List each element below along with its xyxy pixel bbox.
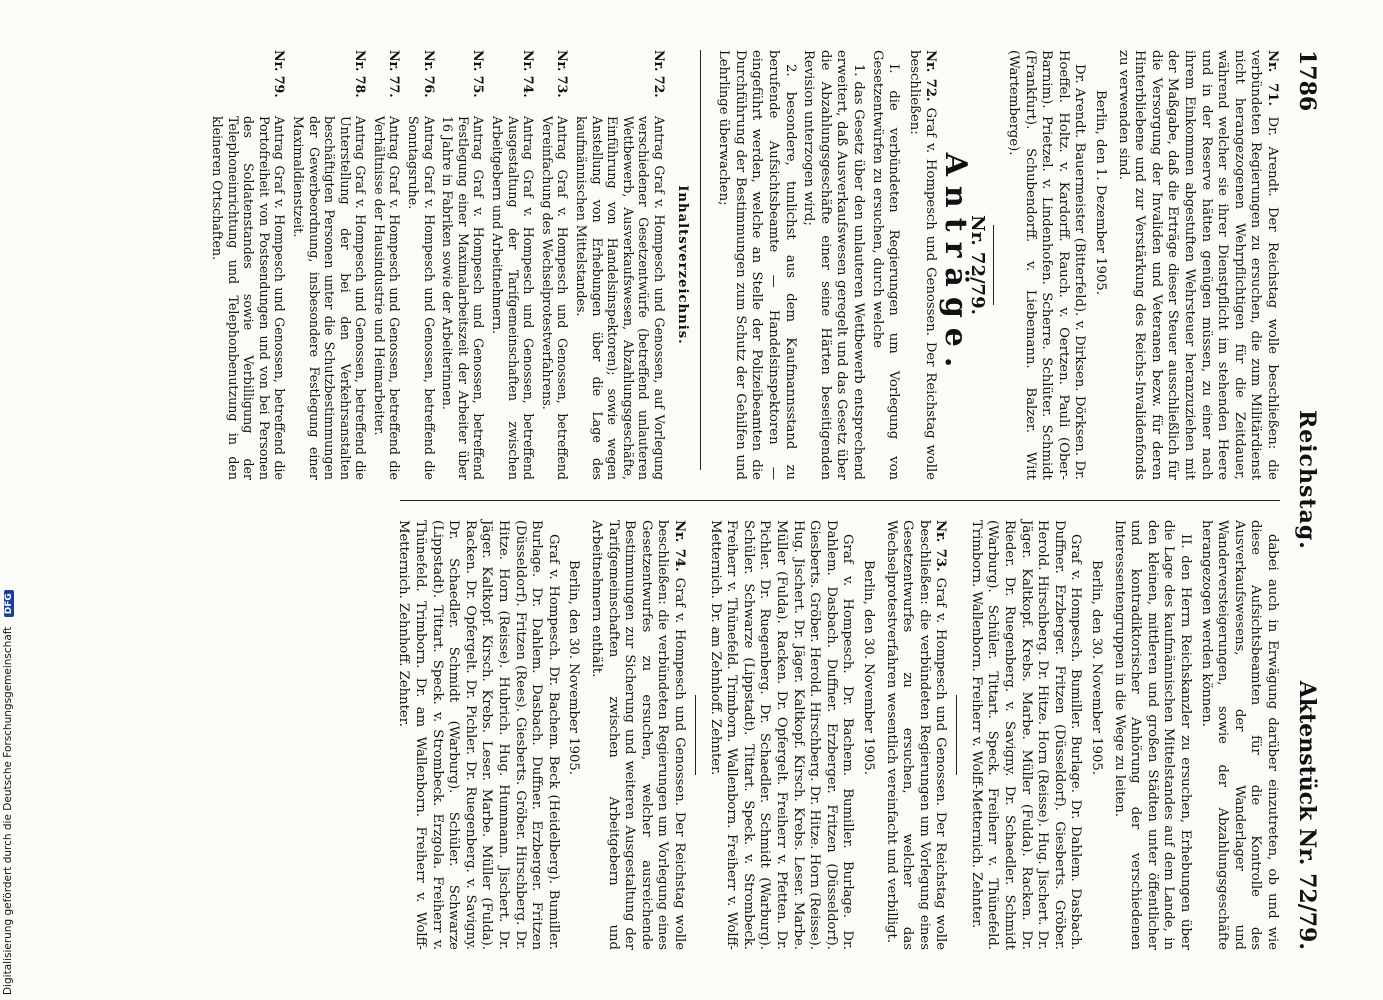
nr72-number: Nr. 72.: [923, 50, 939, 102]
toc-entry-text: Antrag Graf v. Hompesch und Genossen, betreffend die Sonntagsruhe.: [406, 116, 437, 480]
nr74-date: Berlin, den 30. November 1905.: [566, 560, 582, 775]
toc-entry-number: Nr. 79.: [272, 50, 288, 98]
rotated-page: [70, 50, 1320, 950]
toc-entry-text: Antrag Graf v. Hompesch und Genossen, betreffend Vereinfachung des Wechselprotestverfahrens.: [539, 116, 571, 480]
toc-entry-text: Antrag Graf v. Hompesch und Genossen, betreffend Festlegung einer Maximalarbeitszeit der Arbeiter über 16 Jahre in Fabriken sowie der Arbeiterinnen.: [440, 116, 487, 480]
nr74-paragraph: [587, 520, 687, 950]
nr72-signatures: Graf v. Hompesch. Bumiller. Burlage. Dr. Dahlem. Dasbach. Duffner. Erzberger. Fritzen (Düsseldorf). Giesberts. Gröber. Herold. Hirschberg. Dr. Hitze. Horn (Reisse). Hug. Jischert. Dr. Jäger. Kaltkopf. Krebs. Marbe. Müller (Fulda). Racken. Dr. Rieder. Dr. Ruegenberg. v. Savigny. Dr. Schaedler. Schmidt (Warburg). Schüler. Tittart. Speck. Freiherr v. Thünefeld. Trimborn. Wallenborn. Freiherr v. Wolff-Metternich. Zehnter.: [968, 520, 1084, 950]
column-divider: [400, 500, 1280, 501]
toc-entry: [371, 50, 402, 480]
nr71-text: Dr. Arendt. Der Reichstag wolle beschließen: die verbündeten Regierungen zu ersuchen, die zum Militärdienst nicht herangezogenen Wehrpflichtigen für die Zeitdauer, während welcher sie ihrer Dienstpflicht im stehenden Heere und in der Reserve hätten genügen müssen, zu einer nach ihrem Einkommen abgestuften Wehrsteuer heranzuziehen mit der Maßgabe, daß die Erträge dieser Steuer ausschließlich für die Versorgung der Invaliden und Veteranen bezw. für deren Hinterbliebene und zur Verstärkung des Reichs-Invalidenfonds zu verwenden sind.: [1115, 50, 1280, 480]
nr72-date: Berlin, den 30. November 1905.: [1089, 560, 1105, 775]
section-divider: [994, 225, 995, 305]
section-nr72: [715, 50, 939, 480]
nr71-signatures: Dr. Arendt. Bauermeister (Bitterfeld). v. Dirksen. Dörksen. Dr. Hoeffel. Holtz. v. Kardorff. Rauch. v. Oertzen. Pauli (Ober-Barnim). Prietzel. v. Lindenhofen. Scherre. Schlüter. Schmidt (Frankfurt). Schubendorff. v. Liebemann. Balzer. Witt (Wartemberge).: [1006, 50, 1088, 480]
toc-entry: [440, 50, 487, 480]
toc-entry: [539, 50, 570, 480]
toc-title: Inhaltsverzeichnis.: [674, 185, 690, 345]
toc-list: [209, 50, 667, 480]
toc-entry-number: Nr. 76.: [421, 50, 437, 98]
nr72-roman-one: I. die verbündeten Regierungen um Vorlegung von Gesetzentwürfen zu ersuchen, durch welche: [869, 50, 902, 480]
nr74-signatures: Graf v. Hompesch. Dr. Bachem. Beck (Heidelberg). Bumiller. Burlage. Dr. Dahlem. Dasbach. Duffner. Erzberger. Fritzen (Düsseldorf). Fritzen (Rees). Giesberts. Gröber. Hirschberg. Dr. Hitze. Horn (Reisse). Hubrich. Hug. Hummann. Jischert. Dr. Jäger. Kaltkopf. Kirsch. Krebs. Leser. Marbe. Müller (Fulda). Racken. Dr. Opfergelt. Dr. Pichler. Dr. Ruegenberg. v. Savigny. Dr. Schaedler. Schmidt (Warburg). Schüler. Schwarze (Lippstadt). Tittart. Speck. v. Strombeck. Erzgola. Freiherr v. Thünefeld. Trimborn. Dr. am Wallenborn. Freiherr v. Wolff-Metternich. Zehnhoff. Zehnter.: [396, 520, 561, 950]
toc-entry-text: Antrag Graf v. Hompesch und Genossen, betreffend Ausgestaltung der Tarifgemeinschaften zwischen Arbeitgebern und Arbeitnehmern.: [490, 116, 537, 480]
left-column: [206, 50, 1280, 480]
nr73-date: Berlin, den 30. November 1905.: [860, 560, 876, 775]
nr73-signatures: Graf v. Hompesch. Dr. Bachem. Bumiller. Burlage. Dr. Dahlem. Dasbach. Duffner. Erzberger. Fritzen (Düsseldorf). Giesberts. Gröber. Herold. Hirschberg. Dr. Hitze. Horn (Reisse). Hug. Jischert. Dr. Jäger. Kaltkopf. Kirsch. Krebs. Leser. Marbe. Müller (Fulda). Racken. Dr. Opfergelt. Freiherr v. Pfetten. Dr. Pichler. Dr. Ruegenberg. Dr. Schaedler. Schmidt (Warburg). Schüler. Schwarze (Lippstadt). Tittart. Speck. v. Strombeck. Freiherr v. Thünefeld. Trimborn. Wallenborn. Freiherr v. Wolff-Metternich. Dr. am Zehnhoff. Zehnter.: [707, 520, 856, 950]
antraege-number: Nr. 72/79.: [967, 215, 989, 315]
toc-entry: [573, 50, 667, 480]
page-number: 1786: [1294, 50, 1320, 112]
toc-entry-number: Nr. 74.: [521, 50, 537, 98]
nr72-continuation: dabei auch in Erwägung darüber einzutreten, ob und wie diese Aufsichtsbeamten für die Kontrolle des Ausverkaufswesens, der Wanderlager und Wanderversteigerungen, sowie der Abzahlungsgeschäfte herangezogen werden können.: [1198, 520, 1280, 950]
toc-entry-text: Antrag Graf v. Hompesch und Genossen, betreffend die Verhältnisse der Hausindustrie und Heimarbeiter.: [371, 116, 403, 480]
nr72-text: Graf v. Hompesch und Genossen. Der Reichstag wolle beschließen:: [906, 50, 939, 480]
nr71-number: Nr. 71.: [1265, 50, 1280, 107]
toc-entry-text: Antrag Graf v. Hompesch und Genossen, betreffend die Portofreiheit von Postsendungen und von bei Personen des Soldatenstandes sowie Verbilligung der Telephoneinrichtung und Telephonbenutzung in den kleineren Ortschaften.: [209, 116, 288, 480]
nr72-item-2: 2. besondere, tunlichst aus dem Kaufmannsstand zu berufende Aufsichtsbeamte — Handelsinspektoren — eingeführt werden, welche an Stelle der Polizeibeamten die Durchführung der Bestimmungen zum Schutz der Gehilfen und Lehrlinge überwachen;: [716, 50, 798, 480]
section-nr73: [706, 520, 948, 950]
toc-entry-number: Nr. 73.: [555, 50, 571, 98]
nr73-number: Nr. 73.: [933, 520, 949, 572]
section-divider: [695, 695, 696, 775]
antraege-title: Anträge.: [937, 152, 973, 378]
toc-entry-number: Nr. 72.: [652, 50, 667, 98]
toc-entry-number: Nr. 75.: [471, 50, 487, 98]
toc-entry-text: Antrag Graf v. Hompesch und Genossen, auf Vorlegung verschiedener Gesetzentwürfe (betreffend unlauteren Wettbewerb, Ausverkaufswesen, Abzahlungsgeschäfte, Einführung von Handelsinspektoren); sowie wegen Anstellung von Erhebungen über die Lage des kaufmännischen Mittelstandes.: [574, 116, 667, 480]
right-column: [385, 520, 1280, 950]
footer-text: Digitalisierung gefördert durch die Deutsche Forschungsgemeinschaft: [2, 626, 14, 995]
section-nr74: [395, 520, 687, 950]
toc-entry-number: Nr. 78.: [353, 50, 369, 98]
toc-entry: [209, 50, 287, 480]
nr74-text: Graf v. Hompesch und Genossen. Der Reichstag wolle beschließen: die verbündeten Regierungen um Vorlegung eines Gesetzentwurfes zu ersuchen, welcher ausreichende Bestimmungen zur Sicherung und weiteren Ausgestaltung der Tarifgemeinschaften zwischen Arbeitgebern und Arbeitnehmern enthält.: [589, 520, 687, 950]
toc-entry: [290, 50, 368, 480]
toc-entry-text: Antrag Graf v. Hompesch und Genossen, betreffend die Unterstellung der bei den Verkehrsanstalten beschäftigten Personen unter die Schutzbestimmungen der Gewerbeordnung, insbesondere Festlegung einer Maximaldienstzeit.: [290, 116, 369, 480]
nr73-text: Graf v. Hompesch und Genossen. Der Reichstag wolle beschließen: die verbündeten Regierungen um Vorlegung eines Gesetzentwurfes zu ersuchen, welcher das Wechselprotestverfahren wesentlich vereinfacht und verbilligt.: [883, 520, 949, 950]
digitization-footer: [2, 0, 14, 995]
nr72-paragraph: [905, 50, 938, 480]
section-nr72-continued: [967, 520, 1280, 950]
dfg-logo: DFG: [4, 590, 14, 617]
toc-entry-number: Nr. 77.: [387, 50, 403, 98]
page-header: [1280, 50, 1320, 950]
header-title: Reichstag.: [1294, 410, 1320, 550]
section-divider: [956, 695, 957, 775]
toc-separator: [700, 50, 701, 470]
nr71-paragraph: [1114, 50, 1280, 480]
nr73-paragraph: [882, 520, 948, 950]
nr72-roman-two: II. den Herrn Reichskanzler zu ersuchen, Erhebungen über die Lage des kaufmännischen Mittelstandes auf dem Lande, in den kleinen, mittleren und großen Städten unter öffentlicher und kontradiktorischer Anhörung der verschiedenen Interessentengruppen in die Wege zu leiten.: [1111, 520, 1194, 950]
nr72-item-1: 1. das Gesetz über den unlauteren Wettbewerb entsprechend erweitert, daß Ausverkaufswesen geregelt und das Gesetz über die Abzahlungsgeschäfte einer seine Härten beseitigenden Revision unterzogen wird;: [801, 50, 866, 480]
nr74-number: Nr. 74.: [672, 520, 687, 572]
nr71-date: Berlin, den 1. Dezember 1905.: [1093, 90, 1109, 295]
section-nr71: [1005, 50, 1281, 480]
toc-entry: [489, 50, 536, 480]
header-document-number: Aktenstück Nr. 72/79.: [1294, 680, 1320, 950]
toc-entry: [406, 50, 437, 480]
